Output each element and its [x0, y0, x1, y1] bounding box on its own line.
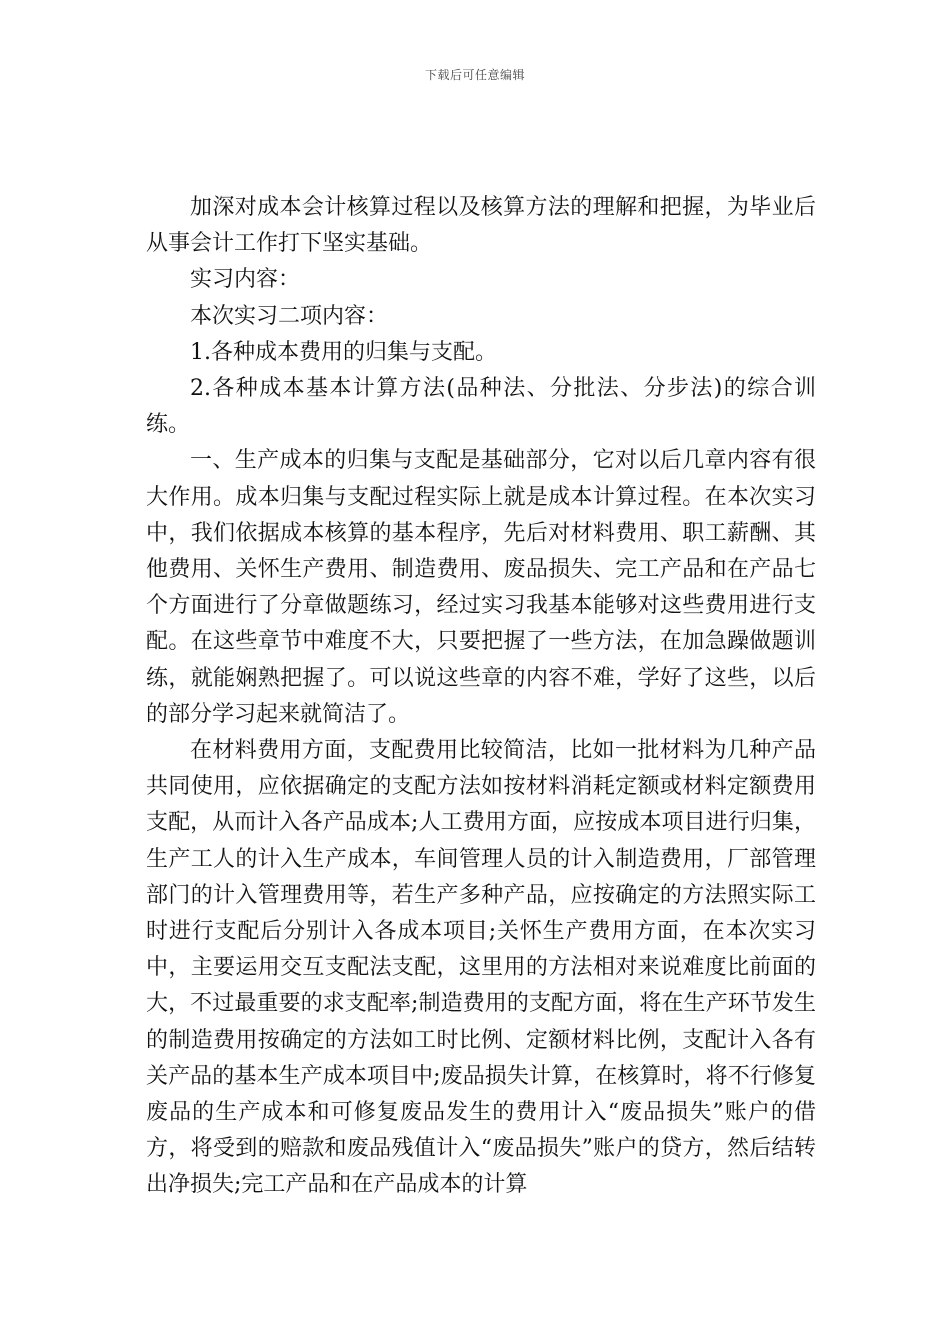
- list-item-1: 1.各种成本费用的归集与支配。: [190, 339, 497, 365]
- paragraph-items-heading: 本次实习二项内容：: [190, 303, 389, 329]
- paragraph-section-title: 实习内容：: [190, 267, 301, 293]
- paragraph-material-costs: 在材料费用方面，支配费用比较简洁，比如一批材料为几种产品共同使用，应依据确定的支配方法如按材料消耗定额或材料定额费用支配，从而计入各产品成本;人工费用方面，应按成本项目进行归集，生产工人的计入生产成本，车间管理人员的计入制造费用，厂部管理部门的计入管理费用等，若生产多种产品，应按确定的方法照实际工时进行支配后分别计入各成本项目;关怀生产费用方面，在本次实习中，主要运用交互支配法支配，这里用的方法相对来说难度比前面的大，不过最重要的求支配率;制造费用的支配方面，将在生产环节发生的制造费用按确定的方法如工时比例、定额材料比例，支配计入各有关产品的基本生产成本项目中;废品损失计算，在核算时，将不行修复废品的生产成本和可修复废品发生的费用计入“废品损失”账户的借方，将受到的赔款和废品残值计入“废品损失”账户的贷方，然后结转出净损失;完工产品和在产品成本的计算: [146, 738, 816, 1198]
- paragraph-cost-allocation: 一、生产成本的归集与支配是基础部分，它对以后几章内容有很大作用。成本归集与支配过程实际上就是成本计算过程。在本次实习中，我们依据成本核算的基本程序，先后对材料费用、职工薪酬、其他费用、关怀生产费用、制造费用、废品损失、完工产品和在产品七个方面进行了分章做题练习，经过实习我基本能够对这些费用进行支配。在这些章节中难度不大，只要把握了一些方法，在加急躁做题训练，就能娴熟把握了。可以说这些章的内容不难，学好了这些，以后的部分学习起来就简洁了。: [146, 448, 816, 727]
- document-body: [146, 190, 816, 1204]
- list-item-2: 2.各种成本基本计算方法(品种法、分批法、分步法)的综合训练。: [146, 376, 816, 438]
- page-header: 下载后可任意编辑: [424, 68, 525, 82]
- paragraph-intro: 加深对成本会计核算过程以及核算方法的理解和把握，为毕业后从事会计工作打下坚实基础。: [146, 195, 816, 257]
